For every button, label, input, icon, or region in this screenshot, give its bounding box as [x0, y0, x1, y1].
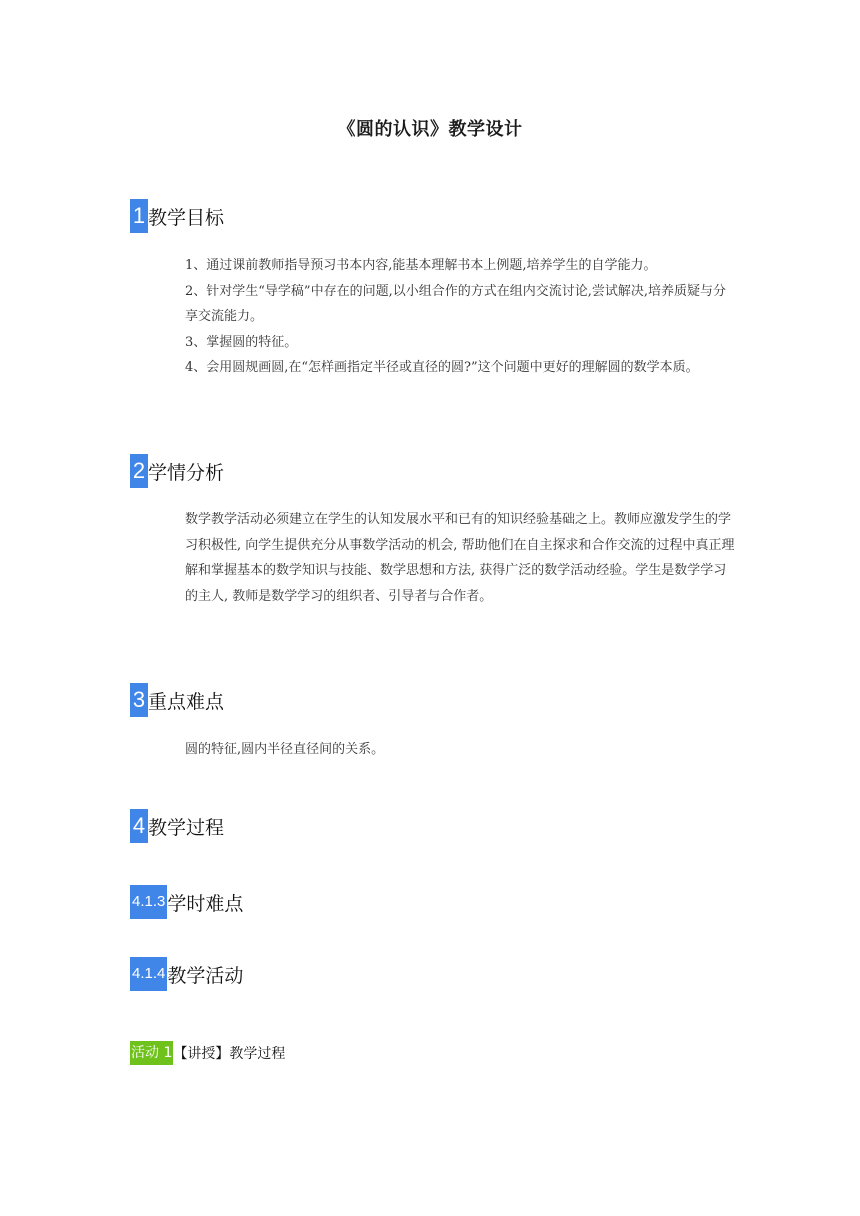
section-title: 重点难点: [148, 690, 225, 713]
section-title: 学情分析: [148, 461, 225, 484]
paragraph: 数学教学活动必须建立在学生的认知发展水平和已有的知识经验基础之上。教师应激发学生的学习积极性, 向学生提供充分从事数学活动的机会, 帮助他们在自主探求和合作交流的过程中真正理解和掌握基本的数学知识与技能、数学思想和方法, 获得广泛的数学活动经验。学生是数学学习的主人, 教师是数学学习的组织者、引导者与合作者。: [185, 512, 735, 604]
section-number-badge: 2: [130, 454, 148, 488]
section-number-badge: 4: [130, 809, 148, 843]
list-item: 3、掌握圆的特征。: [185, 334, 298, 350]
subsection-heading-lesson-difficulty: [130, 885, 243, 919]
subsection-number-badge: 4.1.4: [130, 957, 167, 991]
section-heading-student-analysis: [130, 454, 224, 488]
document-title: 《圆的认识》教学设计: [337, 119, 523, 140]
list-item: 2、针对学生“导学稿”中存在的问题,以小组合作的方式在组内交流讨论,尝试解决,培养质疑与分享交流能力。: [185, 283, 726, 324]
section-number-badge: 3: [130, 683, 148, 717]
section-heading-key-points: [130, 683, 224, 717]
teaching-goals-list: [185, 253, 735, 381]
activity-tag: 活动 1: [130, 1041, 173, 1065]
section-title: 教学过程: [148, 816, 225, 839]
subsection-number-badge: 4.1.3: [130, 885, 167, 919]
paragraph: 圆的特征,圆内半径直径间的关系。: [185, 742, 385, 757]
student-analysis-text: [185, 507, 735, 609]
list-item: 1、通过课前教师指导预习书本内容,能基本理解书本上例题,培养学生的自学能力。: [185, 258, 657, 273]
activity-heading: [130, 1041, 285, 1065]
section-title: 教学目标: [148, 206, 225, 229]
list-item: 4、会用圆规画圆,在“怎样画指定半径或直径的圆?”这个问题中更好的理解圆的数学本质。: [185, 360, 699, 375]
key-points-text: [185, 737, 735, 763]
subsection-title: 学时难点: [167, 892, 244, 915]
section-heading-teaching-process: [130, 809, 224, 843]
section-heading-teaching-goals: [130, 199, 224, 233]
subsection-heading-teaching-activities: [130, 957, 243, 991]
section-number-badge: 1: [130, 199, 148, 233]
subsection-title: 教学活动: [167, 964, 244, 987]
activity-title: 【讲授】教学过程: [173, 1046, 286, 1062]
